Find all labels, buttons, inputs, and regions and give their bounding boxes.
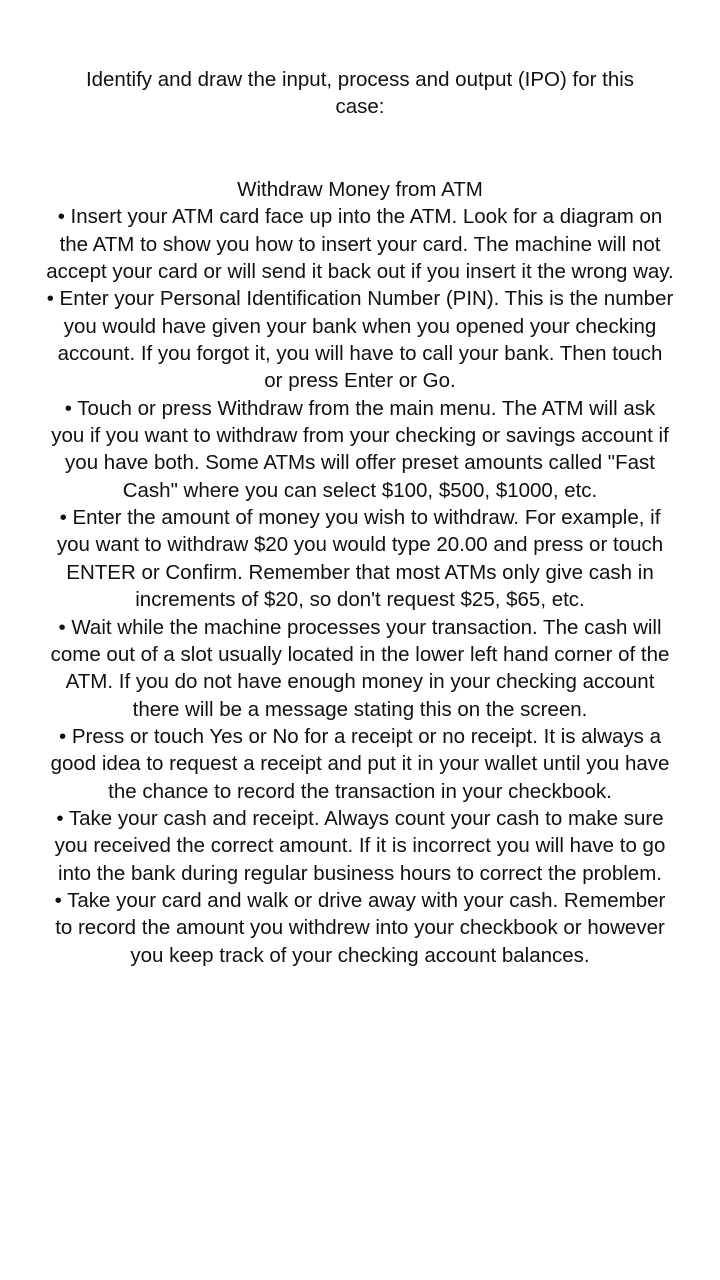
step-item: • Enter the amount of money you wish to withdraw. For example, if you want to withdraw $20 you would type 20.00 and press or touch ENTER or Confirm. Remember that most ATMs only give cash in increments of $20, so don't request $25, $65, etc. xyxy=(56,506,664,612)
step-item: • Wait while the machine processes your transaction. The cash will come out of a slot usually located in the lower left hand corner of the ATM. If you do not have enough money in your checking account there will be a message stating this on the screen. xyxy=(50,615,670,721)
step-item: • Insert your ATM card face up into the ATM. Look for a diagram on the ATM to show you how to insert your card. The machine will not accept your card or will send it back out if you insert it the wrong way. xyxy=(46,205,674,284)
step-item: • Touch or press Withdraw from the main menu. The ATM will ask you if you want to withdraw from your checking or savings account if you have both. Some ATMs will offer preset amounts called "Fast Cash" where you can select $100, $500, $1000, etc. xyxy=(51,396,669,502)
prompt-heading: Identify and draw the input, process and output (IPO) for this case: xyxy=(85,68,635,118)
step-item: • Take your cash and receipt. Always count your cash to make sure you received the correct amount. If it is incorrect you will have to go into the bank during regular business hours to correct the problem. xyxy=(54,806,666,885)
step-item: • Enter your Personal Identification Number (PIN). This is the number you would have given your bank when you opened your checking account. If you forgot it, you will have to call your bank. Then touch or press Enter or Go. xyxy=(46,287,674,393)
step-item: • Take your card and walk or drive away with your cash. Remember to record the amount you withdrew into your checkbook or however you keep track of your checking account balances. xyxy=(54,888,666,967)
case-body xyxy=(40,176,680,969)
case-title: Withdraw Money from ATM xyxy=(237,178,483,201)
step-item: • Press or touch Yes or No for a receipt or no receipt. It is always a good idea to request a receipt and put it in your wallet until you have the chance to record the transaction in your checkbook. xyxy=(50,724,670,803)
